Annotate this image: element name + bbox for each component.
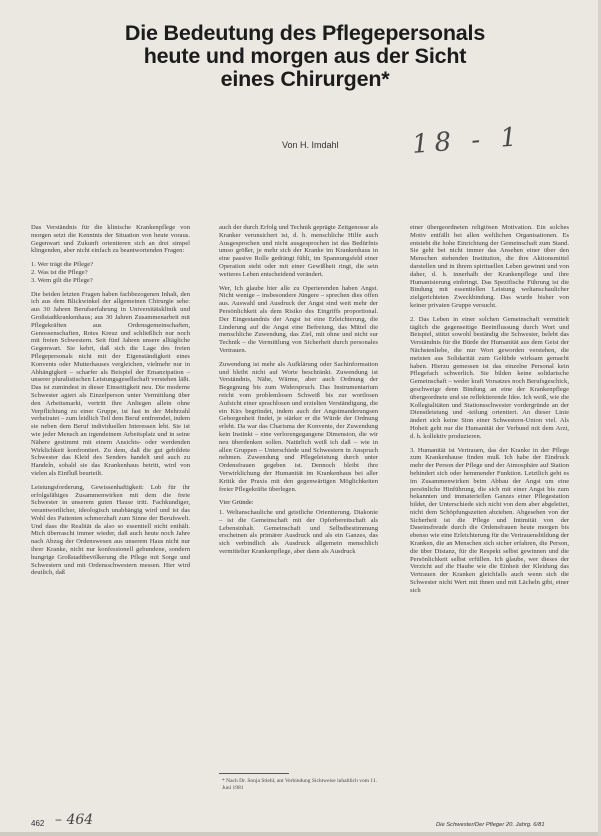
list-item: 1. Wer trägt die Pflege? xyxy=(31,261,94,269)
paragraph: Zuwendung ist mehr als Aufklärung oder Sachinformation und bleibt nicht auf Worte beschränkt. Zuwendung ist Verständnis, Nähe, Wärme, aber auch Ordnung der Begegnung bis zum Widerspruch. Das Instrumentarium reicht vom problemlosen Schweiß bis zur wortlosen Aufsicht einer sprachlosen und erzielten Verständigung, die ein Kirs begründet, indem auch der Angstmanderungsen Geborgenheit findet, je stärker er die Würde der Ordnung erlebt. Da war das Charisma der Konvente, der Zuwendung kein Instinkt – eine verlorengegangene Dimension, die wir neu überdenken sollen. Natürlich weiß ich daß – wie in allen Gruppen – Unterschiede und Schwestern in Anspruch nehmen. Zuwendung und Pflegeleistung durch unter Ordensfrauen gegeben ist. Dennoch bleibt ihre Verwirklichung der Humanität im Krankenhaus bei aller Kritik der Praxis mit den gegenwärtigen Möglichkeiten freier Pflegekräfte überlegen. xyxy=(219,360,378,493)
paragraph: 2. Das Leben in einer solchen Gemeinschaft vermittelt täglich die gegenseitige Beeinflussung durch Wort und Beispiel, stützt sowohl beständig die Schwester, belebt das Verständnis für die Bürde der Humanität aus dem Geist der Nächstenliebe, die nur Wort geworden verstehen, die meisten aus Solidarität zum Gelübde wirksam gemacht haben. Hierzu gemessen ist das einzelne Personal kein Pflegefach schwerlich. Sie bilden keine solidarische Gemeinschaft – weder kraft Vorsatzes noch Berufsgeschick, geschweige denn Bindung an eine der Krankenpflege übergeordnete und sie reflektierende Idee. Ich weiß, wie die Kollegialitäten und Stationsschwester vordergründe an der Dienstleistung und -teilung orientiert. An dieser Linie ändert sich keine Sinn einer Schwestern-Union viel. Als Hoheit geht nur die Humanität der Verbund mit dem Arzt, d. h. kollektiv produzieren. xyxy=(410,315,569,440)
paragraph: Die beiden letzten Fragen haben fachbezogenen Inhalt, den ich aus dem Blickwinkel der allgemeinen Chirurgie sehe: aus 30 Jahren Berufserfahrung in Universitätsklinik und Großstadtkrankenhaus; aus 30 Jahren Zusammenarbeit mit Pflegekräften aus Ordensgemeinschaften, Genossenschaften, Rotes Kreuz und schließlich nur noch mit freien Schwestern. Seit fünf Jahren unsere alltägliche Gegenwart. Sie kehrt, daß sich die Lage des freien Pflegepersonals nicht mit der Eigenständigkeit eines Konvents oder Mutterhauses vergleichen, vielmehr nur in Abhängigkeit – scharfer als Beispiel der Emanzipation – unserer pluralistischen Leistungsgesellschaft verstehen läßt. Das ist zumindest in dieser Einseitigkeit neu. Die moderne Schwester agiert als Einzelperson unter Vermittlung über den Arbeitsmarkt, vertritt ihre Anliegen allein ohne Verpflichtung zu einer Gruppe, ist fast in der Mehrzahl verheiratet – zum leidlich Teil dem Beruf entfremdet, indem sie neben dem Beruf individuellen Interessen lebt. Sie ist wie jeder Mensch an irgendeinem Arbeitsplatz und in seine Nähere gestimmt mit einem Ansichts- oder werdenden Wirklichkeit konfrontiert. Zu dem, daß die gut gebildete Schwester das Kleid des Senders handelt und auch zu Handeln, sobald sie das Krankenhaus betritt, wird von vielen als Einfluß beurteilt. xyxy=(31,290,190,477)
paragraph: Das Verständnis für die klinische Krankenpflege von morgen setzt die Kenntnis der Situation von heute voraus. Gegenwart und Zukunft orientieren sich an drei simpel klingenden, aber nicht einfach zu beantwortenden Fragen: xyxy=(31,224,190,255)
text-column-1 xyxy=(31,224,190,822)
title-line: eines Chirurgen* xyxy=(220,67,390,91)
article-title xyxy=(70,22,540,91)
article-author: Von H. Imdahl xyxy=(282,140,339,150)
list-item: 3. Wem gilt die Pflege? xyxy=(31,276,93,284)
footnote: * Nach Dr. Sonja Stiehl, ant Verbindung Sichtweise inhaltlich vom 11. Juni 1981 xyxy=(222,778,378,791)
handwritten-page-number: – 464 xyxy=(55,812,94,828)
paragraph: Leistungsforderung, Gewissenhaftigkeit: Lob für ihr erfolgsfähiges Zusammenwirken mit dem die freie Schwester in unserem guten Hause tritt. Fachkundiger, verantwortlicher, ideologisch unabhängig wird und ist das Wohl des Patienten schmerzhaft zum Sinne der Berufswelt. Und dass die Realität da also so essentiell nicht enthält. Mich überrascht immer wieder, daß auch heute noch Jahre nach Abzug der Ordenswesen aus unserem Haus nicht nur ihrer Kranke, nicht nur konfessionell gebundene, sondern hungrige Großstadtbevölkerung die Pflege mit Sorge und Schwestern und mit Ordensschwestern messen. Hier wird deutlich, daß xyxy=(31,483,190,577)
title-line: Die Bedeutung des Pflegepersonals xyxy=(124,21,486,45)
title-line: heute und morgen aus der Sicht xyxy=(143,44,467,68)
paragraph: 1. Weltanschauliche und geistliche Orientierung. Diakonie – ist die Gemeinschaft mit der Opferbereitschaft als Lebensinhalt. Gemeinschaft und Selbstbestimmung erscheinen als primärer Ausdruck und als ein Ganzes, das sich verbindlich als Ausdruck allgemein menschlich vermittelter Krankenpflege, aber dann als Ausdruck xyxy=(219,509,378,556)
scan-edge-bottom xyxy=(0,832,601,836)
question-list xyxy=(31,261,190,284)
journal-reference: Die Schwester/Der Pfleger 20. Jahrg. 6/81 xyxy=(436,822,545,828)
paragraph: auch der durch Erfolg und Technik geprägte Zeitgenosse als Kranker verunsichert ist, d. h. menschliche Hilfe auch Ausgesprochen und nicht ausgesprochen ist das Bedürfnis umso größer, je mehr sich der Kranke im Krankenhaus in eine passive Rolle gedrängt fühlt, im Spannungsfeld einer Operation steht oder mit einer Gewißheit ringt, die sein weiteres Leben entscheidend verändert. xyxy=(219,224,378,278)
paragraph: 3. Humanität ist Vertrauen, das der Kranke in der Pflege zum Krankenhause finden muß. Ich habe der Eindruck mehr der Person der Pflege und der Atmosphäre auf Station behindert sich oder hemmender Funktion. Letztlich geht es im Zusammenwirken beim Abbau der Angst um eine persönliche Hinführung, die sich mit einer Angst bis zum bekannten und immateriellen Ganzes einer Pflegestation bildet, der Unterschiede sich nicht von dem aber abgeleitet, nicht dem Schöpfungszeiten abziehen. Abgesehen von der Sicherheit ist die Pflege und Intimität von der Daseinsfreude durch die Ordensfrauen heute morgen bis ebenso wie eine Erleichterung für die Vertrauensbildung der Kranken, die an Menschen sich sicher erfahren, die Person, die über Distanz, für die Respekt selbst gewinnen und die Persönlichkeit selbst erfüllen. Ich glaube, wer dieses der Verzicht auf die Haube wie die Einheit der Kleidung das Vertrauen der Kranken gleichfalls auch wenn sich die Schwester nicht Wert mit ihnen und mit Lächeln gibt, einer sich xyxy=(410,446,569,594)
paragraph: einer übergeordneten religiösen Motivation. Ein solches Motiv entfällt bei allen weltlichen Organisationen. Es entsteht die hohe Einrichtung der Gemeinschaft zum Stand. Sie geht bei nicht immer das Ansehen einer über den Menschen stehenden Institution, die ihre Aktionsmittel darstellen und in ihrem spirituellen Leben gewinnt und von daher, d. h. innerhalb der Krankenpflege und ihre Humanisierung einbringt. Das Spezifische Führung ist die Bindung mit essentiellen Leistung weltanschaulicher zielgerichteten Zweckbindung. Das wurde bisher von keiner privaten Gruppe versucht. xyxy=(410,224,569,309)
text-column-3 xyxy=(410,224,569,822)
paragraph: Wer, Ich glaube hier alle zu Operierenden haben Angst. Nicht wenige – insbesondere Jüngere – sprechen dies offen aus. Auswahl und Ausdruck der Angst sind weit mehr der Persönlichkeit als dem Risiko des Eingriffs proportional. Der Eingestandnis der Angst ist eine Erleichterung, die Linderung auf die Angst eine Befreiung, das Mittel die menschliche Zuwendung, das Ziel, mit ohne und nicht sur Technik – die Vermittlung von Sicherheit durch personales Vertrauen. xyxy=(219,284,378,354)
subheading: Vier Gründe: xyxy=(219,499,254,507)
text-column-2 xyxy=(219,224,378,822)
footnote-divider xyxy=(219,773,289,774)
page-number: 462 xyxy=(31,819,45,828)
list-item: 2. Was ist die Pflege? xyxy=(31,268,88,276)
handwritten-note: 18 - 1 xyxy=(411,122,524,160)
